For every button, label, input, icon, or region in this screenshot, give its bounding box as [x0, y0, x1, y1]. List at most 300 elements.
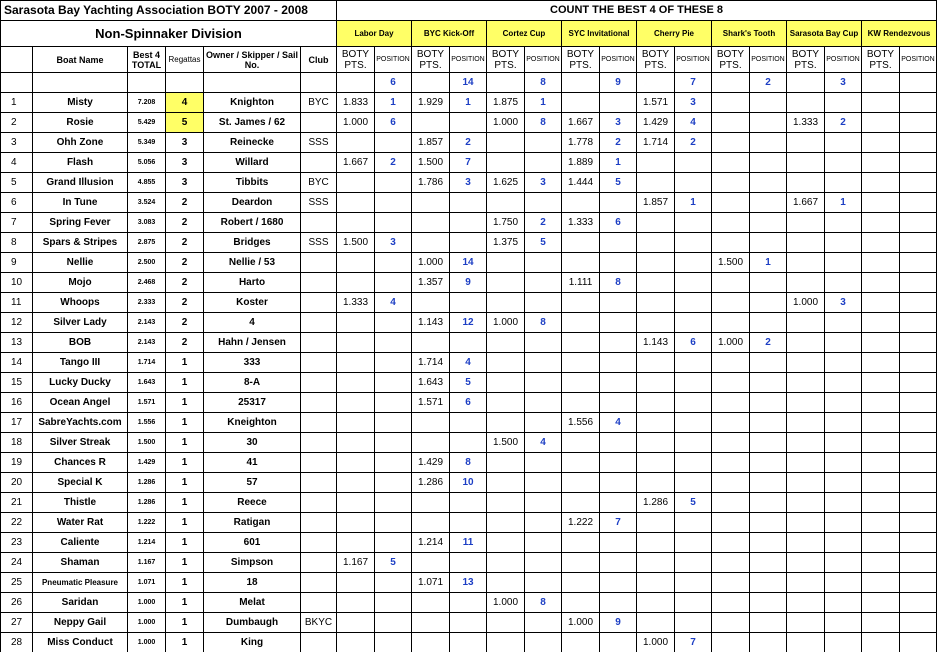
regattas-cell: 1: [166, 453, 204, 473]
position-cell: 8: [450, 453, 487, 473]
table-row: [1, 613, 937, 633]
position-cell: 2: [600, 133, 637, 153]
boty-pts-cell: [487, 413, 525, 433]
boat-name-cell: Rosie: [33, 113, 128, 133]
rank-cell: 16: [1, 393, 33, 413]
regattas-cell: 4: [166, 93, 204, 113]
boty-pts-cell: [562, 393, 600, 413]
regattas-cell: 1: [166, 473, 204, 493]
total-cell: 5.429: [128, 113, 166, 133]
position-cell: [675, 353, 712, 373]
position-cell: 1: [450, 93, 487, 113]
boty-pts-cell: [337, 473, 375, 493]
boty-pts-cell: [862, 273, 900, 293]
position-cell: [525, 153, 562, 173]
position-cell: [825, 233, 862, 253]
position-cell: [825, 133, 862, 153]
boty-pts-cell: [412, 213, 450, 233]
position-cell: 9: [450, 273, 487, 293]
boty-pts-cell: 1.333: [562, 213, 600, 233]
boty-pts-cell: 1.286: [412, 473, 450, 493]
boat-name-cell: Silver Lady: [33, 313, 128, 333]
table-row: [1, 333, 937, 353]
boty-pts-cell: 1.143: [412, 313, 450, 333]
table-row: [1, 393, 937, 413]
position-cell: 5: [375, 553, 412, 573]
position-cell: 12: [450, 313, 487, 333]
boat-name-cell: Lucky Ducky: [33, 373, 128, 393]
boty-pts-cell: [712, 273, 750, 293]
owner-header: Owner / Skipper / Sail No.: [204, 47, 301, 73]
position-header: POSITION: [600, 47, 637, 73]
regattas-cell: 1: [166, 393, 204, 413]
total-cell: 1.167: [128, 553, 166, 573]
event-header-cortez-cup: Cortez Cup: [487, 21, 562, 47]
boat-name-cell: SabreYachts.com: [33, 413, 128, 433]
event-entries-count: 6: [375, 73, 412, 93]
boty-pts-cell: [712, 173, 750, 193]
boty-pts-cell: [637, 433, 675, 453]
total-cell: 1.571: [128, 393, 166, 413]
owner-cell: 30: [204, 433, 301, 453]
boty-pts-cell: [862, 453, 900, 473]
club-cell: [301, 573, 337, 593]
position-header: POSITION: [825, 47, 862, 73]
boty-pts-cell: [337, 613, 375, 633]
position-cell: [900, 113, 937, 133]
boat-name-cell: Misty: [33, 93, 128, 113]
position-cell: [375, 133, 412, 153]
table-row: [1, 433, 937, 453]
club-cell: [301, 313, 337, 333]
position-cell: [450, 513, 487, 533]
boty-pts-cell: [712, 393, 750, 413]
boty-pts-cell: [787, 253, 825, 273]
regattas-cell: 3: [166, 153, 204, 173]
regattas-cell: 1: [166, 633, 204, 652]
owner-cell: 18: [204, 573, 301, 593]
boty-pts-cell: 1.000: [487, 313, 525, 333]
total-cell: 2.143: [128, 333, 166, 353]
position-cell: 2: [675, 133, 712, 153]
boty-pts-cell: 1.556: [562, 413, 600, 433]
owner-cell: 57: [204, 473, 301, 493]
position-cell: [750, 413, 787, 433]
table-row: [1, 173, 937, 193]
boty-pts-cell: [562, 353, 600, 373]
boty-pts-cell: [637, 413, 675, 433]
table-row: [1, 473, 937, 493]
boty-pts-cell: [637, 173, 675, 193]
boty-pts-cell: [862, 233, 900, 253]
position-cell: [600, 433, 637, 453]
position-cell: [750, 113, 787, 133]
total-cell: 1.071: [128, 573, 166, 593]
boty-pts-cell: 1.857: [412, 133, 450, 153]
position-cell: [525, 273, 562, 293]
position-cell: 8: [525, 313, 562, 333]
rank-cell: 8: [1, 233, 33, 253]
regattas-header: Regattas: [166, 47, 204, 73]
boty-pts-header: BOTY PTS.: [862, 47, 900, 73]
position-cell: [675, 393, 712, 413]
position-cell: [750, 373, 787, 393]
regattas-cell: 2: [166, 233, 204, 253]
boty-pts-header: BOTY PTS.: [487, 47, 525, 73]
event-entries-count: [900, 73, 937, 93]
position-header: POSITION: [900, 47, 937, 73]
boty-pts-cell: [862, 613, 900, 633]
boty-pts-cell: [787, 93, 825, 113]
total-cell: 1.556: [128, 413, 166, 433]
boty-pts-cell: [487, 273, 525, 293]
rank-cell: 6: [1, 193, 33, 213]
position-cell: [375, 613, 412, 633]
boat-name-cell: Neppy Gail: [33, 613, 128, 633]
position-cell: [825, 533, 862, 553]
position-cell: [900, 493, 937, 513]
boty-pts-cell: [562, 633, 600, 652]
position-cell: 3: [375, 233, 412, 253]
position-cell: [675, 373, 712, 393]
boty-pts-cell: 1.143: [637, 333, 675, 353]
position-cell: 1: [525, 93, 562, 113]
position-cell: [900, 213, 937, 233]
position-cell: [675, 453, 712, 473]
position-cell: 5: [675, 493, 712, 513]
total-cell: 1.643: [128, 373, 166, 393]
position-cell: [375, 493, 412, 513]
position-cell: [675, 153, 712, 173]
event-header-kw-rendezvous: KW Rendezvous: [862, 21, 937, 47]
boat-name-cell: Pneumatic Pleasure: [33, 573, 128, 593]
boty-pts-cell: [787, 473, 825, 493]
total-cell: 1.286: [128, 493, 166, 513]
boty-pts-cell: [637, 613, 675, 633]
boty-pts-cell: 1.875: [487, 93, 525, 113]
boty-pts-cell: [637, 153, 675, 173]
position-cell: [750, 453, 787, 473]
regattas-cell: 3: [166, 173, 204, 193]
owner-cell: Dumbaugh: [204, 613, 301, 633]
club-cell: [301, 253, 337, 273]
division-title: Non-Spinnaker Division: [1, 21, 337, 47]
boty-pts-cell: [487, 613, 525, 633]
position-cell: [375, 273, 412, 293]
owner-cell: Reinecke: [204, 133, 301, 153]
boty-pts-cell: [412, 113, 450, 133]
table-row: [1, 513, 937, 533]
position-cell: [900, 413, 937, 433]
position-cell: [525, 493, 562, 513]
regattas-cell: 1: [166, 433, 204, 453]
position-cell: [450, 293, 487, 313]
boty-pts-cell: 1.625: [487, 173, 525, 193]
position-cell: 4: [600, 413, 637, 433]
boty-pts-cell: [712, 153, 750, 173]
best4-total-header: Best 4 TOTAL: [128, 47, 166, 73]
position-cell: [525, 373, 562, 393]
position-cell: [675, 553, 712, 573]
boty-pts-cell: [412, 593, 450, 613]
event-entries-count: 7: [675, 73, 712, 93]
position-cell: 2: [450, 133, 487, 153]
club-cell: SSS: [301, 233, 337, 253]
position-cell: [375, 453, 412, 473]
regattas-cell: 2: [166, 253, 204, 273]
position-cell: 7: [675, 633, 712, 652]
position-cell: [825, 213, 862, 233]
boty-pts-cell: [712, 513, 750, 533]
rank-cell: 18: [1, 433, 33, 453]
rank-cell: 19: [1, 453, 33, 473]
regattas-cell: 1: [166, 613, 204, 633]
club-cell: [301, 453, 337, 473]
boty-pts-header: BOTY PTS.: [712, 47, 750, 73]
table-row: [1, 193, 937, 213]
position-cell: [600, 633, 637, 652]
club-cell: [301, 553, 337, 573]
boty-pts-cell: [787, 213, 825, 233]
rank-cell: 22: [1, 513, 33, 533]
position-cell: [900, 353, 937, 373]
position-cell: [825, 593, 862, 613]
position-cell: [750, 293, 787, 313]
regattas-cell: 3: [166, 133, 204, 153]
boty-pts-cell: [487, 633, 525, 652]
club-cell: [301, 273, 337, 293]
rank-cell: 13: [1, 333, 33, 353]
rank-cell: 26: [1, 593, 33, 613]
boty-pts-cell: [712, 473, 750, 493]
boat-name-cell: Caliente: [33, 533, 128, 553]
position-cell: [600, 593, 637, 613]
rank-cell: 15: [1, 373, 33, 393]
boty-pts-cell: [562, 373, 600, 393]
position-cell: [525, 533, 562, 553]
position-cell: [525, 473, 562, 493]
position-cell: [600, 573, 637, 593]
club-cell: [301, 513, 337, 533]
boty-pts-cell: [712, 193, 750, 213]
club-cell: [301, 293, 337, 313]
boty-pts-cell: [562, 493, 600, 513]
boty-pts-cell: [712, 633, 750, 652]
position-cell: [900, 393, 937, 413]
position-cell: [900, 453, 937, 473]
position-cell: [450, 593, 487, 613]
boty-pts-cell: 1.000: [637, 633, 675, 652]
position-cell: 7: [600, 513, 637, 533]
position-cell: [600, 233, 637, 253]
position-cell: 3: [525, 173, 562, 193]
boty-pts-cell: [712, 433, 750, 453]
owner-cell: Deardon: [204, 193, 301, 213]
owner-cell: Ratigan: [204, 513, 301, 533]
position-cell: [900, 513, 937, 533]
boty-pts-cell: [487, 393, 525, 413]
position-cell: [750, 513, 787, 533]
position-cell: [450, 553, 487, 573]
owner-cell: 8-A: [204, 373, 301, 393]
boty-pts-cell: [412, 493, 450, 513]
boty-pts-cell: [862, 513, 900, 533]
rank-cell: 4: [1, 153, 33, 173]
position-cell: [900, 313, 937, 333]
position-cell: 13: [450, 573, 487, 593]
total-cell: 1.429: [128, 453, 166, 473]
club-cell: [301, 113, 337, 133]
position-cell: [675, 273, 712, 293]
regattas-cell: 2: [166, 313, 204, 333]
total-cell: 3.083: [128, 213, 166, 233]
club-cell: SSS: [301, 133, 337, 153]
rank-cell: 24: [1, 553, 33, 573]
position-cell: [600, 453, 637, 473]
rank-cell: 10: [1, 273, 33, 293]
event-entries-count: 2: [750, 73, 787, 93]
position-cell: [525, 393, 562, 413]
boty-pts-cell: [637, 273, 675, 293]
boty-pts-cell: [787, 133, 825, 153]
position-cell: [900, 373, 937, 393]
position-cell: [900, 593, 937, 613]
position-cell: 7: [450, 153, 487, 173]
position-cell: [750, 393, 787, 413]
total-cell: 2.468: [128, 273, 166, 293]
position-cell: 3: [825, 293, 862, 313]
boty-pts-cell: [862, 633, 900, 652]
boty-pts-cell: [487, 193, 525, 213]
boty-pts-cell: [862, 533, 900, 553]
entries-spacer: [637, 73, 675, 93]
boty-pts-cell: [562, 453, 600, 473]
boat-name-cell: Flash: [33, 153, 128, 173]
boat-name-cell: Ohh Zone: [33, 133, 128, 153]
position-header: POSITION: [750, 47, 787, 73]
position-cell: [525, 513, 562, 533]
position-cell: [675, 533, 712, 553]
boty-pts-cell: [337, 453, 375, 473]
position-cell: 8: [525, 593, 562, 613]
boty-pts-cell: [862, 153, 900, 173]
table-row: [1, 633, 937, 652]
event-header-byc-kick-off: BYC Kick-Off: [412, 21, 487, 47]
position-cell: [600, 293, 637, 313]
total-cell: 3.524: [128, 193, 166, 213]
boty-pts-cell: 1.571: [637, 93, 675, 113]
position-cell: [375, 513, 412, 533]
boty-pts-cell: 1.643: [412, 373, 450, 393]
position-cell: [825, 473, 862, 493]
position-cell: [675, 433, 712, 453]
table-row: [1, 493, 937, 513]
owner-cell: Koster: [204, 293, 301, 313]
position-cell: [825, 373, 862, 393]
position-cell: [825, 313, 862, 333]
boty-pts-cell: [562, 293, 600, 313]
position-cell: 3: [675, 93, 712, 113]
boat-name-cell: Mojo: [33, 273, 128, 293]
position-cell: [900, 613, 937, 633]
total-cell: 2.500: [128, 253, 166, 273]
table-row: [1, 213, 937, 233]
boty-pts-cell: [787, 273, 825, 293]
position-cell: [600, 373, 637, 393]
position-cell: [675, 513, 712, 533]
boty-pts-cell: [787, 493, 825, 513]
sheet-title: Sarasota Bay Yachting Association BOTY 2007 - 2008: [1, 1, 337, 21]
total-cell: 1.000: [128, 633, 166, 652]
boty-pts-cell: [337, 373, 375, 393]
position-cell: [750, 153, 787, 173]
position-cell: [825, 453, 862, 473]
boty-pts-cell: 1.929: [412, 93, 450, 113]
boty-pts-cell: 1.500: [487, 433, 525, 453]
boty-pts-cell: [637, 213, 675, 233]
table-row: [1, 553, 937, 573]
position-cell: 4: [525, 433, 562, 453]
club-cell: [301, 533, 337, 553]
boty-pts-cell: 1.429: [412, 453, 450, 473]
boty-pts-cell: [712, 533, 750, 553]
boty-pts-cell: [487, 493, 525, 513]
boty-pts-cell: [712, 373, 750, 393]
boty-pts-cell: [487, 453, 525, 473]
position-cell: [600, 193, 637, 213]
table-row: [1, 313, 937, 333]
position-cell: 1: [825, 193, 862, 213]
boty-pts-cell: 1.500: [712, 253, 750, 273]
boty-pts-cell: [637, 233, 675, 253]
entries-spacer: [487, 73, 525, 93]
position-cell: [525, 353, 562, 373]
event-entries-count: 3: [825, 73, 862, 93]
boty-pts-cell: [862, 133, 900, 153]
club-cell: [301, 153, 337, 173]
position-cell: [750, 213, 787, 233]
boty-pts-cell: [337, 193, 375, 213]
boty-pts-cell: [337, 593, 375, 613]
club-cell: [301, 433, 337, 453]
rank-cell: 27: [1, 613, 33, 633]
owner-cell: St. James / 62: [204, 113, 301, 133]
position-cell: 3: [600, 113, 637, 133]
boty-pts-cell: [712, 613, 750, 633]
boty-pts-cell: [337, 573, 375, 593]
position-cell: [525, 253, 562, 273]
boty-pts-cell: [712, 573, 750, 593]
position-cell: 2: [825, 113, 862, 133]
position-cell: [825, 153, 862, 173]
table-row: [1, 253, 937, 273]
event-header-sarasota-bay-cup: Sarasota Bay Cup: [787, 21, 862, 47]
entries-spacer: [562, 73, 600, 93]
boty-pts-cell: [787, 313, 825, 333]
boty-pts-cell: 1.000: [412, 253, 450, 273]
boty-pts-cell: [637, 453, 675, 473]
position-cell: [825, 433, 862, 453]
position-cell: [450, 113, 487, 133]
boty-pts-cell: [787, 173, 825, 193]
position-cell: [375, 433, 412, 453]
position-cell: 10: [450, 473, 487, 493]
position-cell: [750, 313, 787, 333]
boty-pts-cell: [412, 413, 450, 433]
regattas-cell: 2: [166, 293, 204, 313]
position-cell: [450, 633, 487, 652]
boat-name-cell: Grand Illusion: [33, 173, 128, 193]
